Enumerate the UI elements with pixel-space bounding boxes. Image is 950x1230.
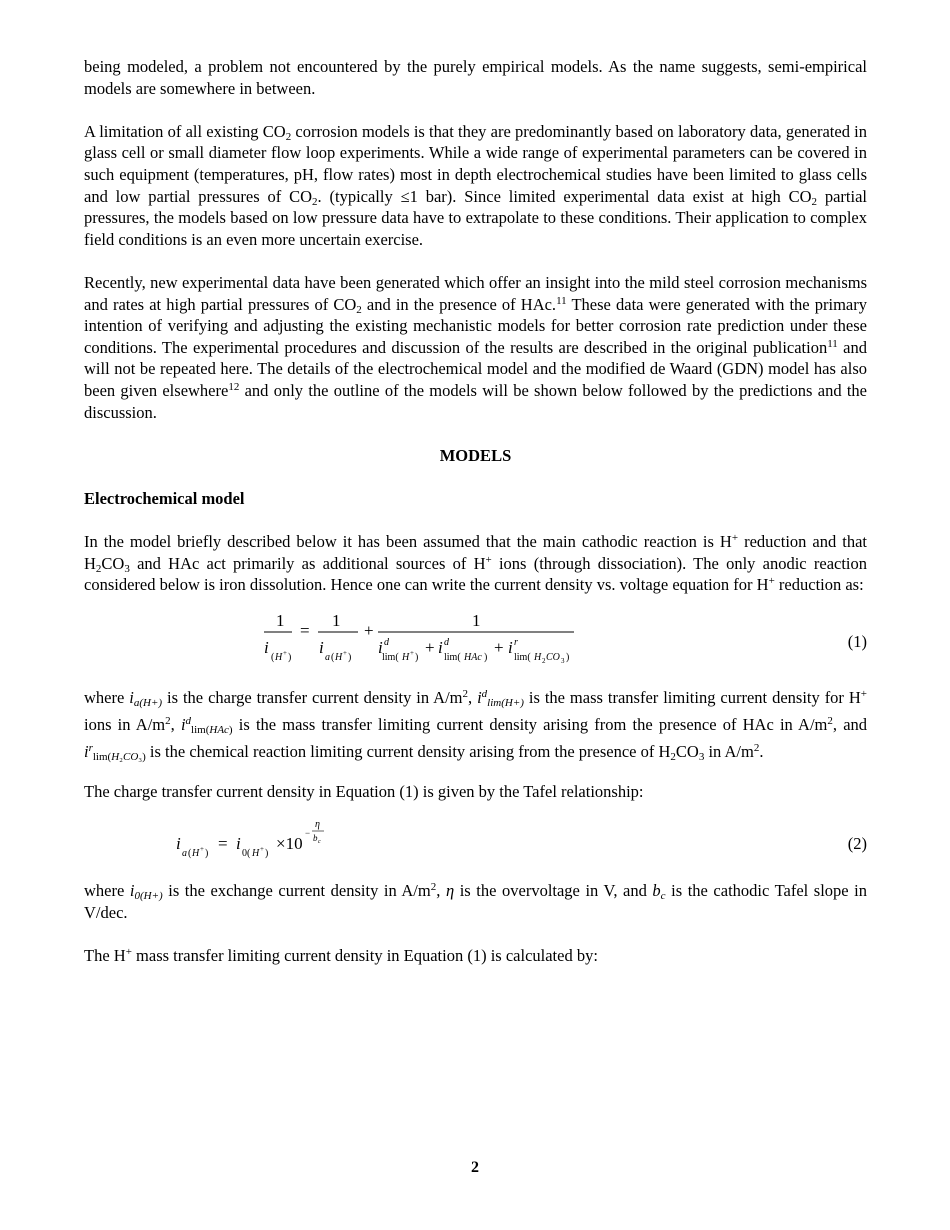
svg-text:i: i: [508, 637, 513, 657]
paragraph-3: Recently, new experimental data have been generated which offer an insight into the mild steel corrosion mechanisms and rates at high partial pressures of $CO_2$ and in the presence of HAc.$^{11}$ These data were generated with the primary intention of verifying and adjusting the existing mechanistic models for better corrosion rate prediction under these conditions. The experimental procedures and discussion of the results are described in the original publication$^{11}$ and will not be repeated here. The details of the electrochemical model and the modified de Waard (GDN) model has also been given elsewhere$^{12}$ and only the outline of the models will be shown below followed by the predictions and the discussion.: [84, 272, 868, 422]
svg-text:+: +: [410, 648, 414, 657]
svg-text:(: (: [271, 651, 275, 663]
equation-1-formula: [172, 608, 592, 670]
paragraph-7: where $i_{0(H+)}$ is the exchange current density in $A/m^2$, η is the overvoltage in V, and $b_c$ is the cathodic Tafel slope in V/dec.: [84, 881, 868, 923]
svg-text:): ): [265, 848, 269, 860]
svg-text:b: b: [313, 833, 318, 844]
equation-1: [84, 608, 867, 670]
svg-text:): ): [566, 651, 570, 663]
svg-text:i: i: [264, 637, 269, 657]
svg-text:2: 2: [542, 656, 546, 665]
svg-text:CO: CO: [546, 651, 560, 663]
svg-text:+: +: [343, 648, 347, 657]
svg-text:1: 1: [332, 610, 341, 630]
svg-text:i: i: [438, 637, 443, 657]
svg-text:+: +: [200, 845, 204, 854]
page-body: [84, 56, 867, 967]
svg-text:d: d: [384, 636, 389, 648]
svg-text:H: H: [192, 848, 200, 860]
equation-2-number: (2): [847, 834, 867, 854]
equation-2: [84, 816, 867, 866]
svg-text:H: H: [252, 848, 260, 860]
svg-text:×10: ×10: [276, 834, 303, 854]
svg-text:lim(: lim(: [514, 651, 531, 663]
svg-text:3: 3: [561, 656, 565, 665]
svg-text:+: +: [425, 637, 435, 657]
svg-text:lim(: lim(: [382, 651, 399, 663]
paragraph-2: A limitation of all existing $CO_2$ corrosion models is that they are predominantly based on laboratory data, generated in glass cell or small diameter flow loop experiments. While a wide range of experimental parameters can be covered in such equipment (temperatures, pH, flow rates) most in depth electrochemical studies have been limited to glass cells and low partial pressures of $CO_2$. (typically ≤1 bar). Since limited experimental data exist at high $CO_2$ partial pressures, the models based on low pressure data have to extrapolate to these conditions. Their application to complex field conditions is an even more uncertain exercise.: [84, 121, 867, 249]
svg-text:): ): [484, 651, 488, 663]
svg-text:H: H: [335, 651, 343, 663]
svg-text:c: c: [318, 839, 321, 846]
paragraph-5: where $i_{a(H+)}$ is the charge transfer current density in $A/m^2$, $i^d_{lim(H+)}$ is the mass transfer limiting current density for H+ ions in $A/m^2$, $i^d_{lim(HAc)}$ is the mass transfer limiting current density arising from the presence of HAc in $A/m^2$, and $i^r_{lim(H_2CO_3)}$ is the chemical reaction limiting current density arising from the presence of $H_2CO_3$ in $A/m^2$.: [84, 687, 868, 763]
svg-text:lim(: lim(: [444, 651, 461, 663]
svg-text:+: +: [260, 845, 264, 854]
svg-text:H: H: [275, 651, 283, 663]
subsection-heading-electrochemical: Electrochemical model: [84, 488, 245, 508]
section-heading-models: MODELS: [439, 445, 512, 465]
svg-text:=: =: [300, 620, 310, 640]
svg-text:a: a: [182, 848, 187, 860]
svg-text:0(: 0(: [242, 848, 251, 860]
svg-text:1: 1: [276, 610, 285, 630]
equation-1-number: (1): [847, 631, 867, 651]
svg-text:): ): [205, 848, 209, 860]
page-number: 2: [471, 1159, 479, 1176]
svg-text:+: +: [364, 620, 374, 640]
svg-text:i: i: [319, 637, 324, 657]
paragraph-8: The H+ mass transfer limiting current density in Equation (1) is calculated by:: [84, 946, 598, 966]
equation-2-formula: [172, 816, 432, 866]
svg-text:): ): [288, 651, 292, 663]
svg-text:+: +: [283, 648, 287, 657]
svg-text:a: a: [325, 651, 330, 663]
svg-text:1: 1: [472, 610, 481, 630]
svg-text:d: d: [444, 636, 449, 648]
svg-text:i: i: [176, 834, 181, 854]
svg-text:=: =: [218, 834, 228, 854]
svg-text:HAc: HAc: [464, 651, 482, 663]
svg-text:+: +: [494, 637, 504, 657]
svg-text:): ): [348, 651, 352, 663]
paragraph-1: being modeled, a problem not encountered by the purely empirical models. As the name suggests, semi-empirical models are somewhere in between.: [84, 57, 867, 98]
svg-text:(: (: [331, 651, 335, 663]
svg-text:η: η: [315, 819, 320, 831]
paragraph-4: In the model briefly described below it has been assumed that the main cathodic reaction is H+ reduction and that $H_2CO_3$ and HAc act primarily as additional sources of H+ ions (through dissociation). The only anodic reaction considered below is iron dissolution. Hence one can write the current density vs. voltage equation for H+ reduction as:: [84, 532, 868, 595]
svg-text:i: i: [378, 637, 383, 657]
svg-text:H: H: [402, 651, 410, 663]
svg-text:H: H: [534, 651, 542, 663]
svg-text:−: −: [305, 828, 311, 839]
svg-text:(: (: [188, 848, 192, 860]
svg-text:r: r: [514, 636, 518, 648]
svg-text:i: i: [236, 834, 241, 854]
svg-text:): ): [415, 651, 419, 663]
paragraph-6: The charge transfer current density in Equation (1) is given by the Tafel relationship:: [84, 781, 644, 801]
